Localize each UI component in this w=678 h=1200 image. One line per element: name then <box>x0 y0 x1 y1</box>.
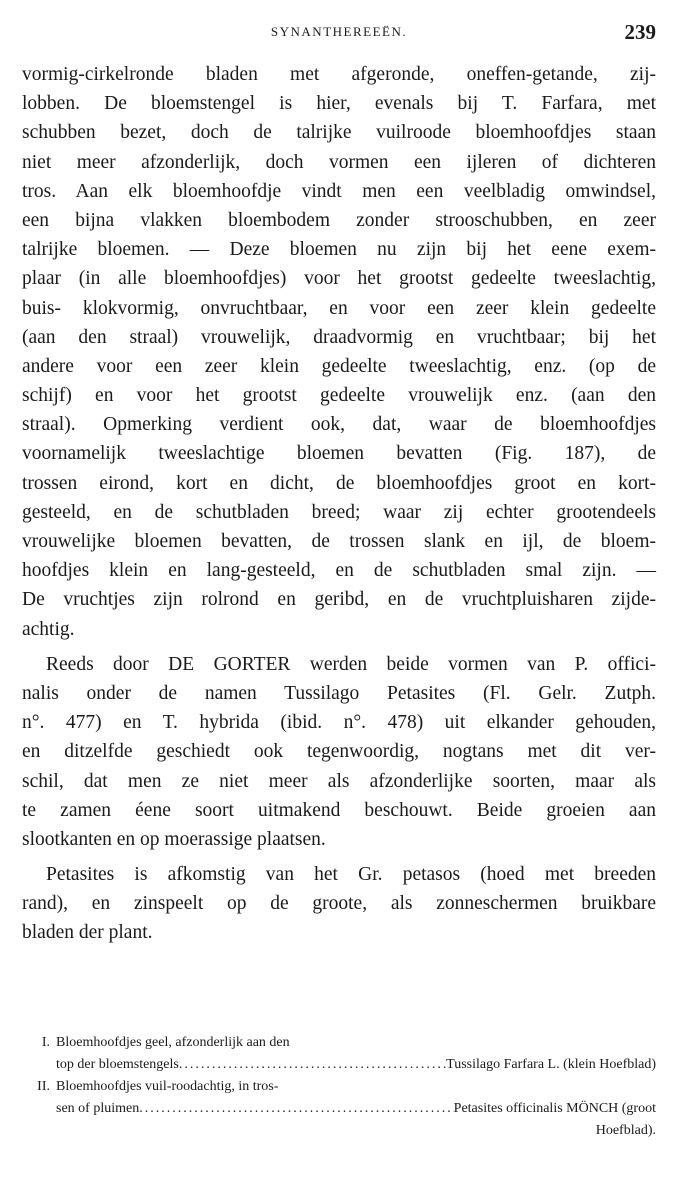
text-line: straal). Opmerking verdient ook, dat, waar de bloemhoofdjes <box>22 414 656 436</box>
key-entry-line <box>22 1076 656 1098</box>
text-line: nalis onder de namen Tussilago Petasites (Fl. Gelr. Zutph. <box>22 682 656 704</box>
key-numeral: II. <box>37 1079 50 1094</box>
text-line: vrouwelijke bloemen bevatten, de trossen slank en ijl, de bloem- <box>22 531 656 552</box>
key-taxon-continuation: Hoefblad). <box>595 1123 656 1138</box>
running-title: SYNANTHEREEËN. <box>270 24 408 39</box>
key-entry-line <box>22 1120 656 1142</box>
page-number: 239 <box>624 20 656 44</box>
text-line: te zamen éene soort uitmakend beschouwt. Beide groeien aan <box>22 799 656 821</box>
text-line: vormig-cirkelronde bladen met afgeronde, oneffen-getande, zij- <box>22 64 656 85</box>
species-key <box>22 1032 656 1142</box>
text-line: lobben. De bloemstengel is hier, evenals bij T. Farfara, met <box>22 93 656 115</box>
key-taxon: Tussilago Farfara L. (klein Hoefblad) <box>446 1057 656 1072</box>
key-description: top der bloemstengels <box>56 1057 179 1072</box>
leader-dots <box>139 1098 453 1120</box>
text-line: Reeds door DE GORTER werden beide vormen van P. offici- <box>46 653 656 675</box>
body-text <box>22 60 656 948</box>
text-line: (aan den straal) vrouwelijk, draadvormig en vruchtbaar; bij het <box>22 326 656 348</box>
text-line: trossen eirond, kort en dicht, de bloemhoofdjes groot en kort- <box>22 472 656 494</box>
text-line: rand), en zinspeelt op de groote, als zonneschermen bruikbare <box>22 893 656 915</box>
key-description: Bloemhoofdjes geel, afzonderlijk aan den <box>56 1035 290 1050</box>
text-line: bladen der plant. <box>22 922 153 944</box>
text-line: tros. Aan elk bloemhoofdje vindt men een veelbladig omwindsel, <box>22 180 656 202</box>
text-line: buis- klokvormig, onvruchtbaar, en voor een zeer klein gedeelte <box>22 297 656 319</box>
key-taxon: Petasites officinalis MÖNCH (groot <box>453 1101 656 1116</box>
text-line: en ditzelfde geschiedt ook tegenwoordig, nogtans met dit ver- <box>22 741 656 763</box>
text-line: hoofdjes klein en lang-gesteeld, en de schutbladen smal zijn. — <box>22 560 656 582</box>
text-line: voornamelijk tweeslachtige bloemen bevatten (Fig. 187), de <box>22 443 656 465</box>
text-line: achtig. <box>22 618 75 640</box>
text-line: Petasites is afkomstig van het Gr. petasos (hoed met breeden <box>46 864 656 886</box>
key-entry-line <box>22 1032 656 1054</box>
key-entry-line <box>22 1098 656 1120</box>
running-head <box>0 22 678 44</box>
text-line: andere voor een zeer klein gedeelte tweeslachtig, enz. (op de <box>22 355 656 377</box>
key-entry-line <box>22 1054 656 1076</box>
key-description: Bloemhoofdjes vuil-roodachtig, in tros- <box>56 1079 279 1094</box>
leader-dots <box>179 1054 446 1076</box>
key-description: sen of pluimen <box>56 1101 140 1116</box>
key-numeral: I. <box>41 1035 50 1050</box>
text-line: talrijke bloemen. — Deze bloemen nu zijn bij het eene exem- <box>22 239 656 261</box>
text-line: niet meer afzonderlijk, doch vormen een ijleren of dichteren <box>22 151 656 173</box>
text-line: schijf) en voor het grootst gedeelte vrouwelijk enz. (aan den <box>22 385 656 407</box>
text-line: plaar (in alle bloemhoofdjes) voor het grootst gedeelte tweeslachtig, <box>22 268 656 290</box>
text-line: slootkanten en op moerassige plaatsen. <box>22 828 326 850</box>
text-line: schubben bezet, doch de talrijke vuilroode bloemhoofdjes staan <box>22 122 656 144</box>
text-line: schil, dat men ze niet meer als afzonderlijke soorten, maar als <box>22 770 656 792</box>
text-line: een bijna vlakken bloembodem zonder strooschubben, en zeer <box>22 209 656 231</box>
text-line: gesteeld, en de schutbladen breed; waar zij echter grootendeels <box>22 501 656 523</box>
text-line: De vruchtjes zijn rolrond en geribd, en de vruchtpluisharen zijde- <box>22 589 656 611</box>
text-line: n°. 477) en T. hybrida (ibid. n°. 478) uit elkander gehouden, <box>22 712 656 734</box>
